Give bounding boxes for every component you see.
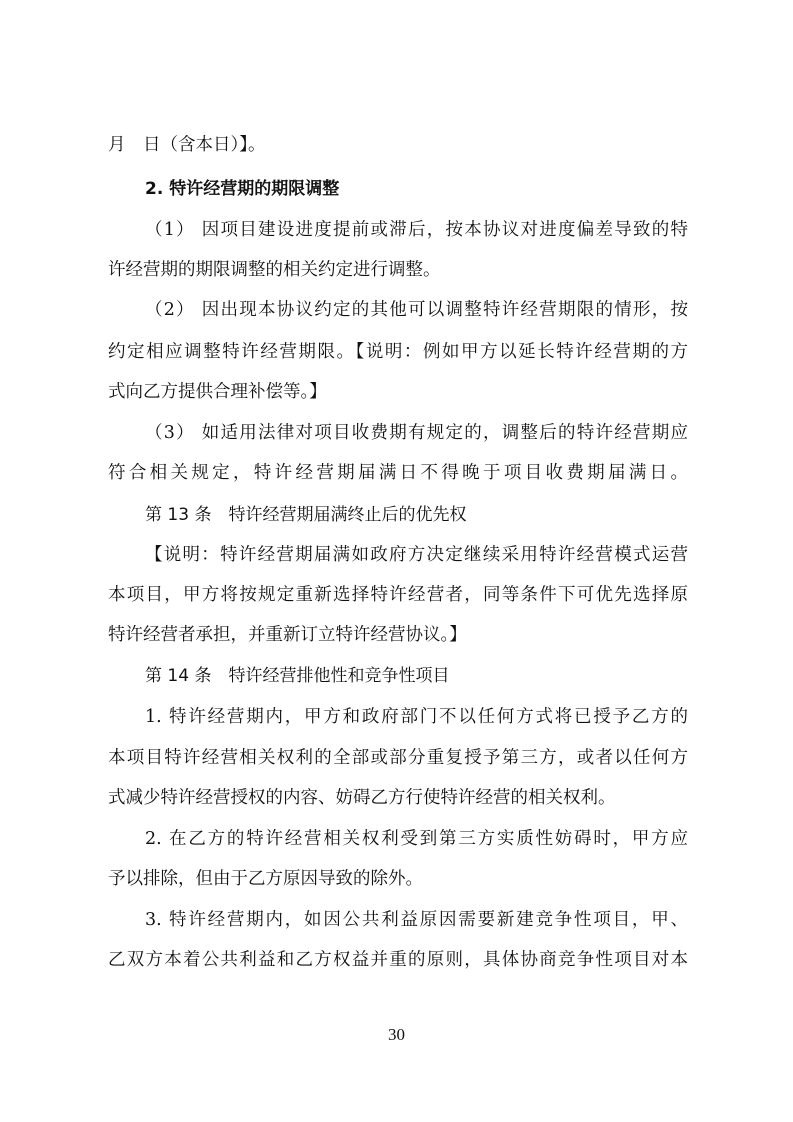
subsection-heading-term-adjustment: 2. 特许经营期的期限调整: [145, 179, 340, 199]
paragraph-1-line-1: （1） 因项目建设进度提前或滞后，按本协议对进度偏差导致的特: [145, 220, 688, 240]
page-number: 30: [388, 1025, 405, 1044]
paragraph-3-line-1: （3） 如适用法律对项目收费期有规定的，调整后的特许经营期应: [145, 423, 688, 443]
article-13-note-line-3: 特许经营者承担，并重新订立特许经营协议。】: [108, 625, 467, 645]
article-14-item-3-line-1: 3. 特许经营期内，如因公共利益原因需要新建竞争性项目，甲、: [145, 910, 688, 930]
article-14-item-1-line-2: 本项目特许经营相关权利的全部或部分重复授予第三方，或者以任何方: [108, 748, 688, 768]
paragraph-2-line-1: （2） 因出现本协议约定的其他可以调整特许经营期限的情形，按: [145, 300, 688, 320]
article-14-item-3-line-2: 乙双方本着公共利益和乙方权益并重的原则，具体协商竞争性项目对本: [108, 950, 688, 970]
article-14-heading: 第 14 条 特许经营排他性和竞争性项目: [145, 666, 450, 686]
article-13-note-line-1: 【说明：特许经营期届满如政府方决定继续采用特许经营模式运营: [145, 545, 688, 565]
article-14-item-2-line-2: 予以排除，但由于乙方原因导致的除外。: [108, 869, 423, 889]
paragraph-1-line-2: 许经营期的期限调整的相关约定进行调整。: [108, 260, 441, 280]
article-14-item-2-line-1: 2. 在乙方的特许经营相关权利受到第三方实质性妨碍时，甲方应: [145, 829, 688, 849]
article-13-heading: 第 13 条 特许经营期届满终止后的优先权: [145, 505, 467, 525]
article-13-note-line-2: 本项目，甲方将按规定重新选择特许经营者，同等条件下可优先选择原: [108, 585, 688, 605]
text-line-continuation: 月 日（含本日）】。: [108, 135, 266, 155]
paragraph-2-line-3: 式向乙方提供合理补偿等。】: [108, 382, 327, 402]
paragraph-2-line-2: 约定相应调整特许经营期限。【说明：例如甲方以延长特许经营期的方: [108, 342, 688, 362]
paragraph-3-line-2: 符合相关规定，特许经营期届满日不得晚于项目收费期届满日。: [108, 463, 688, 483]
article-14-item-1-line-3: 式减少特许经营授权的内容、妨碍乙方行使特许经营的相关权利。: [108, 788, 616, 808]
article-14-item-1-line-1: 1. 特许经营期内，甲方和政府部门不以任何方式将已授予乙方的: [145, 707, 688, 727]
